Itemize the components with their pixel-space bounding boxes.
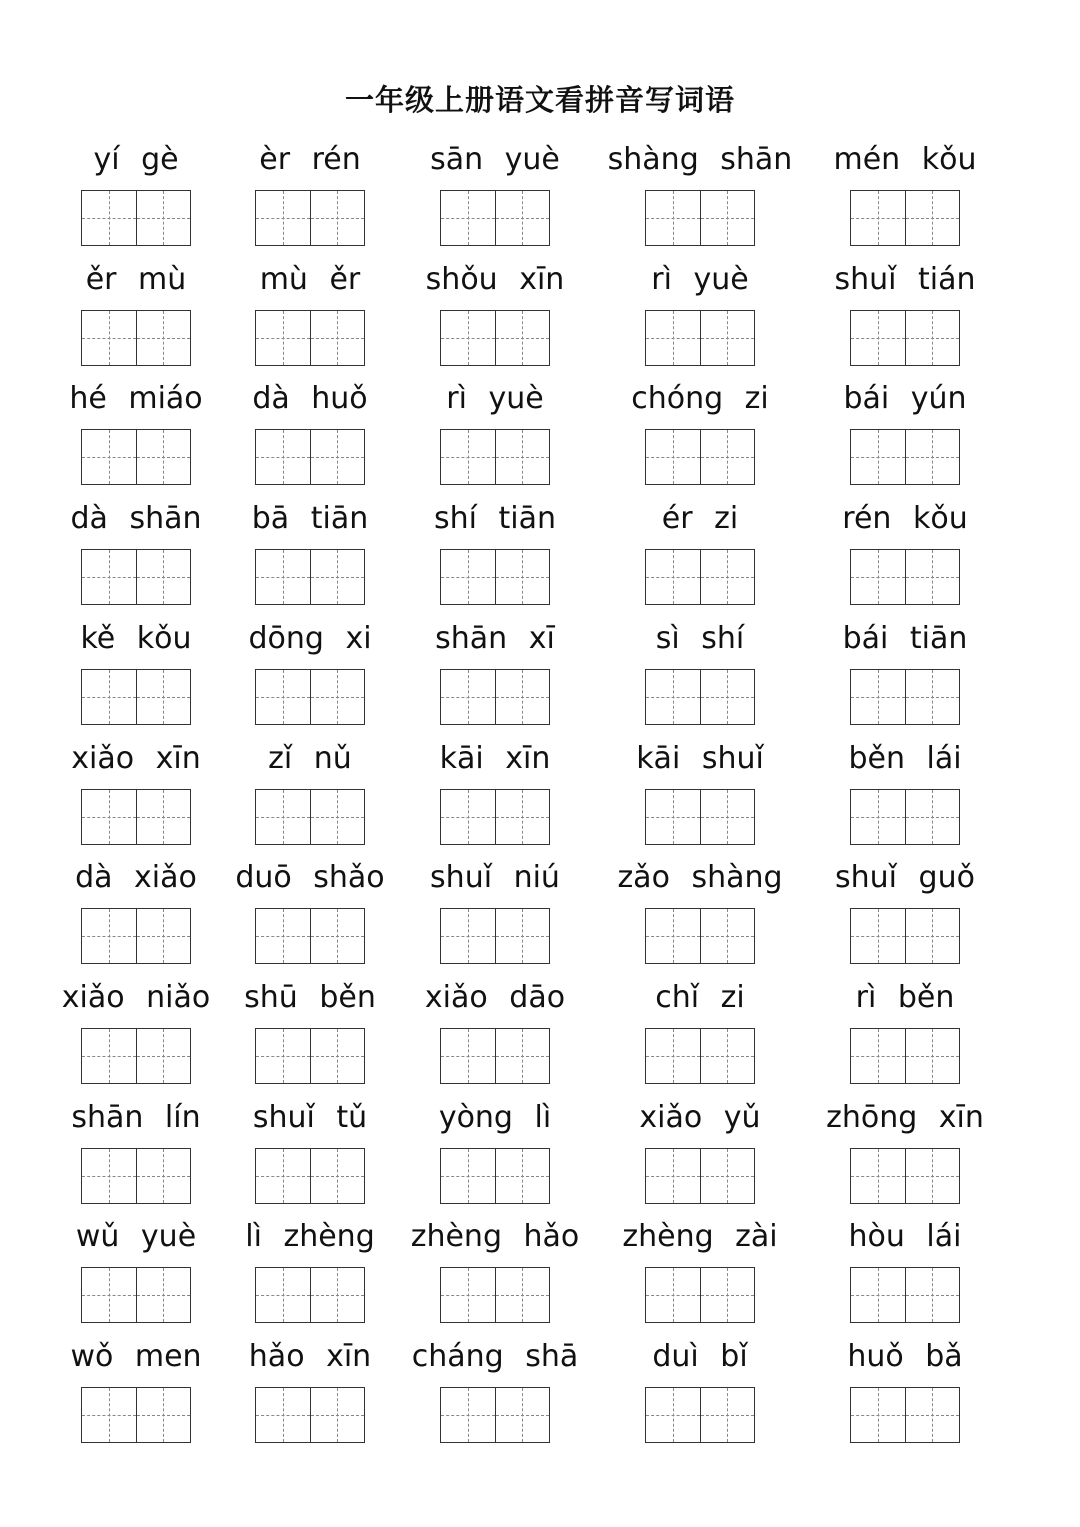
pinyin-label: shān xī bbox=[435, 620, 555, 656]
writing-boxes bbox=[645, 1267, 755, 1323]
tianzige-box[interactable] bbox=[81, 789, 137, 845]
word-exercise bbox=[600, 1098, 800, 1138]
pinyin-label: sì shí bbox=[655, 620, 745, 656]
pinyin-label: bái tiān bbox=[842, 620, 968, 656]
tianzige-box[interactable] bbox=[496, 1148, 551, 1204]
tianzige-box[interactable] bbox=[850, 1028, 906, 1084]
pinyin-label: kě kǒu bbox=[80, 620, 192, 656]
tianzige-box[interactable] bbox=[311, 1267, 366, 1323]
pinyin-label: èr rén bbox=[259, 142, 361, 177]
word-exercise bbox=[210, 1217, 410, 1257]
word-exercise bbox=[395, 140, 595, 180]
tianzige-box[interactable] bbox=[496, 789, 551, 845]
tianzige-box[interactable] bbox=[850, 1267, 906, 1323]
word-exercise bbox=[805, 1217, 1005, 1257]
tianzige-box[interactable] bbox=[81, 190, 137, 246]
writing-boxes bbox=[645, 429, 755, 485]
tianzige-box[interactable] bbox=[440, 429, 496, 485]
tianzige-box[interactable] bbox=[311, 1387, 366, 1443]
writing-boxes bbox=[645, 1148, 755, 1204]
tianzige-box[interactable] bbox=[137, 1267, 192, 1323]
word-exercise bbox=[36, 619, 236, 659]
writing-boxes bbox=[440, 1267, 550, 1323]
writing-boxes bbox=[81, 1267, 191, 1323]
pinyin-label: ér zi bbox=[661, 501, 739, 537]
tianzige-box[interactable] bbox=[440, 908, 496, 964]
pinyin-label: rì běn bbox=[855, 979, 955, 1015]
pinyin-label: shuǐ tián bbox=[834, 261, 976, 297]
pinyin-label: hǎo xīn bbox=[248, 1339, 372, 1374]
word-exercise bbox=[395, 978, 595, 1018]
pinyin-label: mén kǒu bbox=[833, 142, 977, 177]
writing-boxes bbox=[850, 1387, 960, 1443]
tianzige-box[interactable] bbox=[137, 549, 192, 605]
pinyin-label: zǎo shàng bbox=[617, 860, 783, 896]
tianzige-box[interactable] bbox=[645, 1387, 701, 1443]
tianzige-box[interactable] bbox=[311, 1028, 366, 1084]
tianzige-box[interactable] bbox=[255, 310, 311, 366]
pinyin-label: kāi shuǐ bbox=[636, 740, 764, 776]
tianzige-box[interactable] bbox=[255, 190, 311, 246]
pinyin-label: huǒ bǎ bbox=[847, 1339, 963, 1374]
tianzige-box[interactable] bbox=[137, 190, 192, 246]
tianzige-box[interactable] bbox=[906, 1267, 961, 1323]
tianzige-box[interactable] bbox=[850, 1148, 906, 1204]
pinyin-label: shū běn bbox=[244, 979, 376, 1015]
tianzige-box[interactable] bbox=[255, 1267, 311, 1323]
writing-boxes bbox=[81, 908, 191, 964]
writing-boxes bbox=[850, 789, 960, 845]
tianzige-box[interactable] bbox=[440, 190, 496, 246]
writing-boxes bbox=[255, 789, 365, 845]
tianzige-box[interactable] bbox=[255, 549, 311, 605]
writing-boxes bbox=[255, 1028, 365, 1084]
writing-boxes bbox=[255, 908, 365, 964]
pinyin-label: běn lái bbox=[848, 740, 962, 776]
tianzige-box[interactable] bbox=[701, 310, 756, 366]
pinyin-label: xiǎo yǔ bbox=[639, 1099, 761, 1135]
word-exercise bbox=[210, 739, 410, 779]
writing-boxes bbox=[440, 190, 550, 246]
word-exercise bbox=[210, 1098, 410, 1138]
writing-boxes bbox=[645, 669, 755, 725]
pinyin-label: shí tiān bbox=[433, 501, 556, 537]
pinyin-label: xiǎo niǎo bbox=[61, 979, 211, 1015]
pinyin-label: rì yuè bbox=[651, 261, 749, 297]
word-exercise bbox=[210, 1337, 410, 1377]
tianzige-box[interactable] bbox=[906, 1387, 961, 1443]
tianzige-box[interactable] bbox=[137, 908, 192, 964]
tianzige-box[interactable] bbox=[850, 908, 906, 964]
word-exercise bbox=[36, 1098, 236, 1138]
word-exercise bbox=[395, 379, 595, 419]
writing-boxes bbox=[255, 429, 365, 485]
tianzige-box[interactable] bbox=[81, 1267, 137, 1323]
word-exercise bbox=[805, 858, 1005, 898]
tianzige-box[interactable] bbox=[137, 1028, 192, 1084]
tianzige-box[interactable] bbox=[701, 1387, 756, 1443]
tianzige-box[interactable] bbox=[81, 908, 137, 964]
word-exercise bbox=[210, 499, 410, 539]
writing-boxes bbox=[645, 1387, 755, 1443]
pinyin-label: shǒu xīn bbox=[425, 261, 565, 297]
tianzige-box[interactable] bbox=[850, 789, 906, 845]
pinyin-label: dà huǒ bbox=[252, 381, 368, 417]
pinyin-label: shān lín bbox=[71, 1099, 201, 1135]
writing-boxes bbox=[645, 1028, 755, 1084]
writing-boxes bbox=[81, 669, 191, 725]
word-exercise bbox=[600, 140, 800, 180]
writing-boxes bbox=[81, 789, 191, 845]
pinyin-label: zǐ nǔ bbox=[268, 740, 352, 776]
writing-boxes bbox=[850, 190, 960, 246]
tianzige-box[interactable] bbox=[137, 310, 192, 366]
word-exercise bbox=[395, 499, 595, 539]
writing-boxes bbox=[81, 1028, 191, 1084]
pinyin-label: shuǐ guǒ bbox=[835, 860, 975, 896]
tianzige-box[interactable] bbox=[906, 1028, 961, 1084]
word-exercise bbox=[395, 858, 595, 898]
pinyin-label: sān yuè bbox=[430, 142, 560, 177]
tianzige-box[interactable] bbox=[311, 549, 366, 605]
writing-boxes bbox=[850, 908, 960, 964]
tianzige-box[interactable] bbox=[440, 310, 496, 366]
word-exercise bbox=[600, 260, 800, 300]
tianzige-box[interactable] bbox=[440, 549, 496, 605]
tianzige-box[interactable] bbox=[906, 190, 961, 246]
pinyin-label: yòng lì bbox=[438, 1099, 552, 1135]
tianzige-box[interactable] bbox=[311, 310, 366, 366]
word-exercise bbox=[600, 499, 800, 539]
word-exercise bbox=[600, 978, 800, 1018]
writing-boxes bbox=[255, 549, 365, 605]
pinyin-label: dōng xi bbox=[248, 620, 372, 656]
tianzige-box[interactable] bbox=[440, 669, 496, 725]
tianzige-box[interactable] bbox=[496, 1267, 551, 1323]
tianzige-box[interactable] bbox=[255, 1387, 311, 1443]
tianzige-box[interactable] bbox=[81, 669, 137, 725]
writing-boxes bbox=[440, 310, 550, 366]
tianzige-box[interactable] bbox=[850, 310, 906, 366]
word-exercise bbox=[210, 260, 410, 300]
writing-boxes bbox=[255, 1267, 365, 1323]
tianzige-box[interactable] bbox=[137, 429, 192, 485]
writing-boxes bbox=[645, 190, 755, 246]
tianzige-box[interactable] bbox=[255, 429, 311, 485]
word-exercise bbox=[600, 619, 800, 659]
pinyin-label: shuǐ niú bbox=[430, 860, 560, 896]
tianzige-box[interactable] bbox=[906, 669, 961, 725]
tianzige-box[interactable] bbox=[645, 1028, 701, 1084]
tianzige-box[interactable] bbox=[496, 549, 551, 605]
word-exercise bbox=[805, 978, 1005, 1018]
tianzige-box[interactable] bbox=[701, 1148, 756, 1204]
word-exercise bbox=[600, 739, 800, 779]
writing-boxes bbox=[645, 908, 755, 964]
word-exercise bbox=[805, 1098, 1005, 1138]
tianzige-box[interactable] bbox=[645, 908, 701, 964]
word-exercise bbox=[36, 978, 236, 1018]
tianzige-box[interactable] bbox=[645, 789, 701, 845]
writing-boxes bbox=[850, 429, 960, 485]
tianzige-box[interactable] bbox=[255, 789, 311, 845]
writing-boxes bbox=[850, 549, 960, 605]
writing-boxes bbox=[850, 1028, 960, 1084]
tianzige-box[interactable] bbox=[496, 908, 551, 964]
tianzige-box[interactable] bbox=[440, 1387, 496, 1443]
writing-boxes bbox=[440, 908, 550, 964]
pinyin-label: yí gè bbox=[93, 142, 179, 177]
tianzige-box[interactable] bbox=[906, 310, 961, 366]
tianzige-box[interactable] bbox=[137, 1387, 192, 1443]
tianzige-box[interactable] bbox=[81, 1148, 137, 1204]
tianzige-box[interactable] bbox=[496, 190, 551, 246]
word-exercise bbox=[210, 978, 410, 1018]
pinyin-label: ěr mù bbox=[85, 261, 187, 297]
writing-boxes bbox=[81, 310, 191, 366]
pinyin-label: xiǎo dāo bbox=[424, 979, 566, 1015]
word-exercise bbox=[805, 1337, 1005, 1377]
word-exercise bbox=[36, 379, 236, 419]
tianzige-box[interactable] bbox=[701, 908, 756, 964]
pinyin-label: hòu lái bbox=[848, 1219, 962, 1255]
word-exercise bbox=[210, 619, 410, 659]
writing-boxes bbox=[850, 1148, 960, 1204]
word-exercise bbox=[210, 140, 410, 180]
writing-boxes bbox=[255, 1148, 365, 1204]
word-exercise bbox=[395, 619, 595, 659]
tianzige-box[interactable] bbox=[850, 190, 906, 246]
tianzige-box[interactable] bbox=[701, 1028, 756, 1084]
tianzige-box[interactable] bbox=[701, 190, 756, 246]
tianzige-box[interactable] bbox=[496, 1028, 551, 1084]
writing-boxes bbox=[255, 310, 365, 366]
word-exercise bbox=[805, 499, 1005, 539]
pinyin-label: shuǐ tǔ bbox=[252, 1099, 368, 1135]
pinyin-label: duō shǎo bbox=[235, 860, 385, 896]
tianzige-box[interactable] bbox=[645, 1148, 701, 1204]
tianzige-box[interactable] bbox=[850, 549, 906, 605]
pinyin-label: bái yún bbox=[843, 381, 967, 417]
word-exercise bbox=[805, 260, 1005, 300]
tianzige-box[interactable] bbox=[645, 669, 701, 725]
tianzige-box[interactable] bbox=[81, 1387, 137, 1443]
word-exercise bbox=[36, 499, 236, 539]
writing-boxes bbox=[440, 549, 550, 605]
pinyin-label: wǔ yuè bbox=[75, 1219, 197, 1255]
word-exercise bbox=[36, 858, 236, 898]
tianzige-box[interactable] bbox=[645, 310, 701, 366]
tianzige-box[interactable] bbox=[81, 310, 137, 366]
tianzige-box[interactable] bbox=[137, 1148, 192, 1204]
tianzige-box[interactable] bbox=[440, 789, 496, 845]
writing-boxes bbox=[645, 549, 755, 605]
pinyin-label: shàng shān bbox=[607, 142, 793, 177]
tianzige-box[interactable] bbox=[255, 908, 311, 964]
word-exercise bbox=[805, 739, 1005, 779]
pinyin-label: hé miáo bbox=[69, 381, 203, 417]
tianzige-box[interactable] bbox=[496, 310, 551, 366]
tianzige-box[interactable] bbox=[701, 669, 756, 725]
word-exercise bbox=[600, 1217, 800, 1257]
tianzige-box[interactable] bbox=[850, 429, 906, 485]
word-exercise bbox=[395, 739, 595, 779]
tianzige-box[interactable] bbox=[906, 429, 961, 485]
pinyin-label: wǒ men bbox=[70, 1339, 202, 1374]
tianzige-box[interactable] bbox=[701, 1267, 756, 1323]
word-exercise bbox=[36, 739, 236, 779]
tianzige-box[interactable] bbox=[850, 1387, 906, 1443]
word-exercise bbox=[600, 858, 800, 898]
tianzige-box[interactable] bbox=[906, 908, 961, 964]
writing-boxes bbox=[255, 190, 365, 246]
tianzige-box[interactable] bbox=[850, 669, 906, 725]
writing-boxes bbox=[81, 1387, 191, 1443]
word-exercise bbox=[210, 858, 410, 898]
tianzige-box[interactable] bbox=[906, 549, 961, 605]
word-exercise bbox=[395, 1098, 595, 1138]
pinyin-label: kāi xīn bbox=[439, 740, 551, 776]
writing-boxes bbox=[440, 1028, 550, 1084]
tianzige-box[interactable] bbox=[255, 1028, 311, 1084]
pinyin-label: rén kǒu bbox=[842, 501, 968, 537]
tianzige-box[interactable] bbox=[311, 429, 366, 485]
writing-boxes bbox=[81, 549, 191, 605]
pinyin-label: zhèng zài bbox=[622, 1219, 778, 1255]
pinyin-label: mù ěr bbox=[259, 261, 361, 297]
word-exercise bbox=[36, 1337, 236, 1377]
tianzige-box[interactable] bbox=[311, 789, 366, 845]
tianzige-box[interactable] bbox=[81, 429, 137, 485]
pinyin-label: chǐ zi bbox=[655, 979, 745, 1015]
tianzige-box[interactable] bbox=[906, 789, 961, 845]
tianzige-box[interactable] bbox=[311, 190, 366, 246]
writing-boxes bbox=[850, 1267, 960, 1323]
tianzige-box[interactable] bbox=[701, 549, 756, 605]
pinyin-label: zhōng xīn bbox=[826, 1099, 984, 1135]
writing-boxes bbox=[850, 310, 960, 366]
tianzige-box[interactable] bbox=[137, 789, 192, 845]
tianzige-box[interactable] bbox=[645, 1267, 701, 1323]
word-exercise bbox=[395, 260, 595, 300]
tianzige-box[interactable] bbox=[496, 1387, 551, 1443]
word-exercise bbox=[805, 140, 1005, 180]
word-exercise bbox=[395, 1217, 595, 1257]
pinyin-label: xiǎo xīn bbox=[71, 740, 201, 776]
writing-boxes bbox=[81, 429, 191, 485]
tianzige-box[interactable] bbox=[496, 429, 551, 485]
tianzige-box[interactable] bbox=[440, 1148, 496, 1204]
writing-boxes bbox=[81, 190, 191, 246]
pinyin-label: dà xiǎo bbox=[75, 860, 197, 896]
tianzige-box[interactable] bbox=[255, 1148, 311, 1204]
pinyin-label: zhèng hǎo bbox=[410, 1219, 580, 1255]
writing-boxes bbox=[440, 1387, 550, 1443]
word-exercise bbox=[805, 619, 1005, 659]
tianzige-box[interactable] bbox=[440, 1028, 496, 1084]
writing-boxes bbox=[440, 1148, 550, 1204]
writing-boxes bbox=[440, 429, 550, 485]
tianzige-box[interactable] bbox=[81, 549, 137, 605]
tianzige-box[interactable] bbox=[645, 549, 701, 605]
pinyin-label: rì yuè bbox=[446, 381, 544, 417]
writing-boxes bbox=[440, 789, 550, 845]
writing-boxes bbox=[645, 789, 755, 845]
writing-boxes bbox=[255, 669, 365, 725]
tianzige-box[interactable] bbox=[645, 429, 701, 485]
pinyin-label: cháng shā bbox=[411, 1339, 579, 1374]
word-exercise bbox=[395, 1337, 595, 1377]
tianzige-box[interactable] bbox=[137, 669, 192, 725]
word-exercise bbox=[600, 379, 800, 419]
tianzige-box[interactable] bbox=[496, 669, 551, 725]
tianzige-box[interactable] bbox=[81, 1028, 137, 1084]
writing-boxes bbox=[255, 1387, 365, 1443]
writing-boxes bbox=[645, 310, 755, 366]
writing-boxes bbox=[81, 1148, 191, 1204]
tianzige-box[interactable] bbox=[645, 190, 701, 246]
tianzige-box[interactable] bbox=[311, 1148, 366, 1204]
writing-boxes bbox=[850, 669, 960, 725]
word-exercise bbox=[36, 1217, 236, 1257]
tianzige-box[interactable] bbox=[906, 1148, 961, 1204]
tianzige-box[interactable] bbox=[701, 789, 756, 845]
page-title: 一年级上册语文看拼音写词语 bbox=[344, 83, 735, 117]
word-exercise bbox=[210, 379, 410, 419]
tianzige-box[interactable] bbox=[311, 908, 366, 964]
word-exercise bbox=[805, 379, 1005, 419]
tianzige-box[interactable] bbox=[440, 1267, 496, 1323]
word-exercise bbox=[36, 140, 236, 180]
pinyin-label: dà shān bbox=[70, 501, 202, 537]
tianzige-box[interactable] bbox=[311, 669, 366, 725]
tianzige-box[interactable] bbox=[701, 429, 756, 485]
tianzige-box[interactable] bbox=[255, 669, 311, 725]
pinyin-label: lì zhèng bbox=[245, 1219, 375, 1255]
writing-boxes bbox=[440, 669, 550, 725]
word-exercise bbox=[600, 1337, 800, 1377]
pinyin-label: chóng zi bbox=[631, 381, 769, 417]
pinyin-label: duì bǐ bbox=[652, 1339, 748, 1374]
word-exercise bbox=[36, 260, 236, 300]
pinyin-label: bā tiān bbox=[251, 501, 369, 537]
